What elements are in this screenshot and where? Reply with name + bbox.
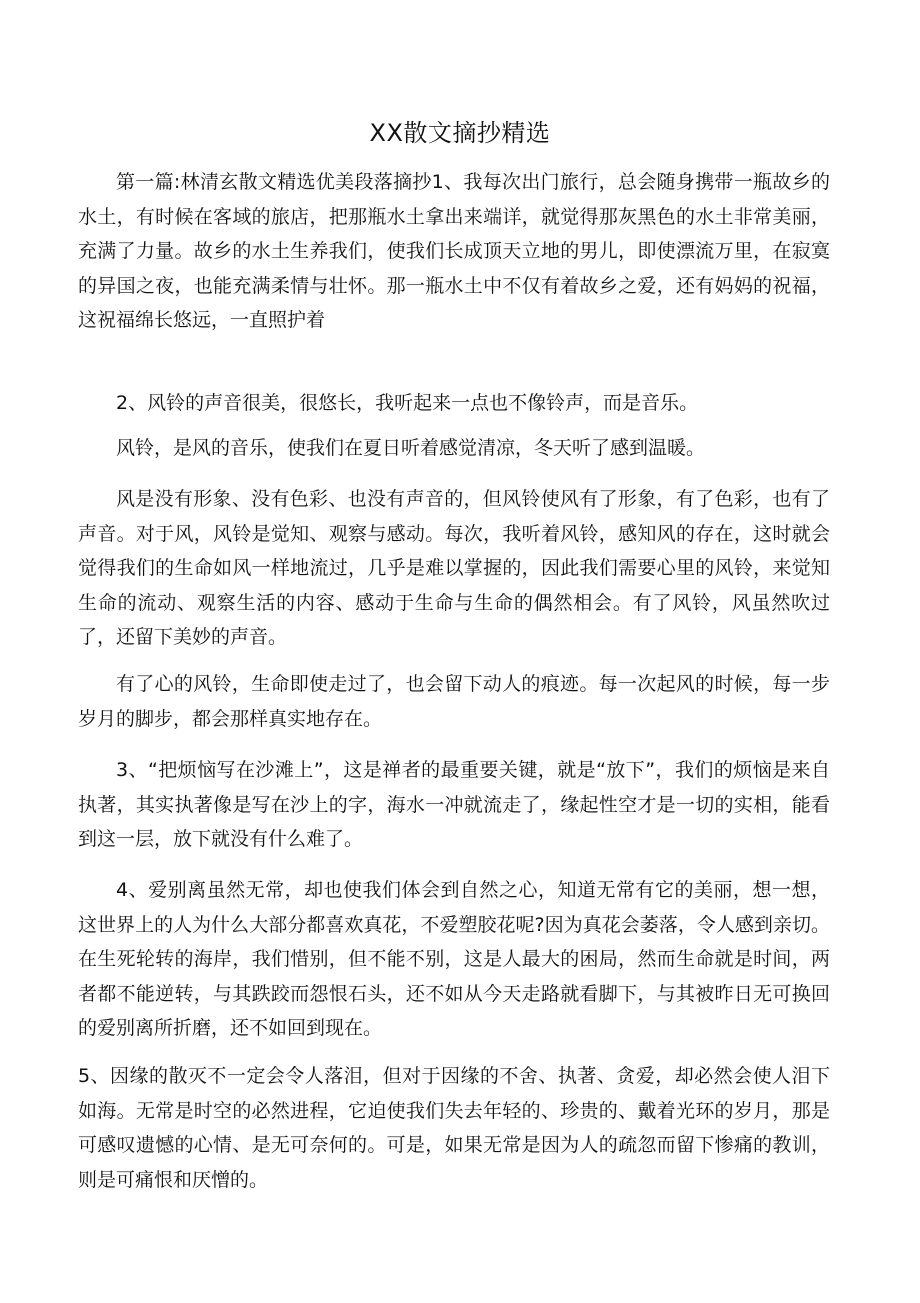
- paragraph-2: 2、风铃的声音很美，很悠长，我听起来一点也不像铃声，而是音乐。: [116, 392, 699, 414]
- paragraph-1: 第一篇:林清玄散文精选优美段落摘抄1、我每次出门旅行，总会随身携带一瓶故乡的水土，有时候在客域的旅店，把那瓶水土拿出来端详，就觉得那灰黑色的水土非常美丽，充满了力量。故乡的水土生养我们，使我们长成顶天立地的男儿，即使漂流万里，在寂寞的异国之夜，也能充满柔情与壮怀。那一瓶水土中不仅有着故乡之爱，还有妈妈的祝福，这祝福绵长悠远，一直照护着: [78, 171, 830, 331]
- document-title: XX散文摘抄精选: [369, 119, 551, 147]
- paragraph-8: 5、因缘的散灭不一定会令人落泪，但对于因缘的不舍、执著、贪爱，却必然会使人泪下如海。无常是时空的必然进程，它迫使我们失去年轻的、珍贵的、戴着光环的岁月，那是可感叹遗憾的心情、是无可奈何的。可是，如果无常是因为人的疏忽而留下惨痛的教训，则是可痛恨和厌憎的。: [78, 1065, 830, 1191]
- paragraph-6: 3、“把烦恼写在沙滩上”，这是禅者的最重要关键，就是“放下”，我们的烦恼是来自执著，其实执著像是写在沙上的字，海水一冲就流走了，缘起性空才是一切的实相，能看到这一层，放下就没有什么难了。: [78, 759, 830, 850]
- paragraph-7: 4、爱别离虽然无常，却也使我们体会到自然之心，知道无常有它的美丽，想一想，这世界上的人为什么大部分都喜欢真花，不爱塑胶花呢?因为真花会萎落，令人感到亲切。在生死轮转的海岸，我们惜别，但不能不别，这是人最大的困局，然而生命就是时间，两者都不能逆转，与其跌跤而怨恨石头，还不如从今天走路就看脚下，与其被昨日无可换回的爱别离所折磨，还不如回到现在。: [78, 879, 830, 1039]
- paragraph-4: 风是没有形象、没有色彩、也没有声音的，但风铃使风有了形象，有了色彩，也有了声音。对于风，风铃是觉知、观察与感动。每次，我听着风铃，感知风的存在，这时就会觉得我们的生命如风一样地流过，几乎是难以掌握的，因此我们需要心里的风铃，来觉知生命的流动、观察生活的内容、感动于生命与生命的偶然相会。有了风铃，风虽然吹过了，还留下美妙的声音。: [78, 488, 830, 648]
- paragraph-5: 有了心的风铃，生命即使走过了，也会留下动人的痕迹。每一次起风的时候，每一步岁月的脚步，都会那样真实地存在。: [78, 673, 830, 730]
- paragraph-3: 风铃，是风的音乐，使我们在夏日听着感觉清凉，冬天听了感到温暖。: [116, 437, 706, 459]
